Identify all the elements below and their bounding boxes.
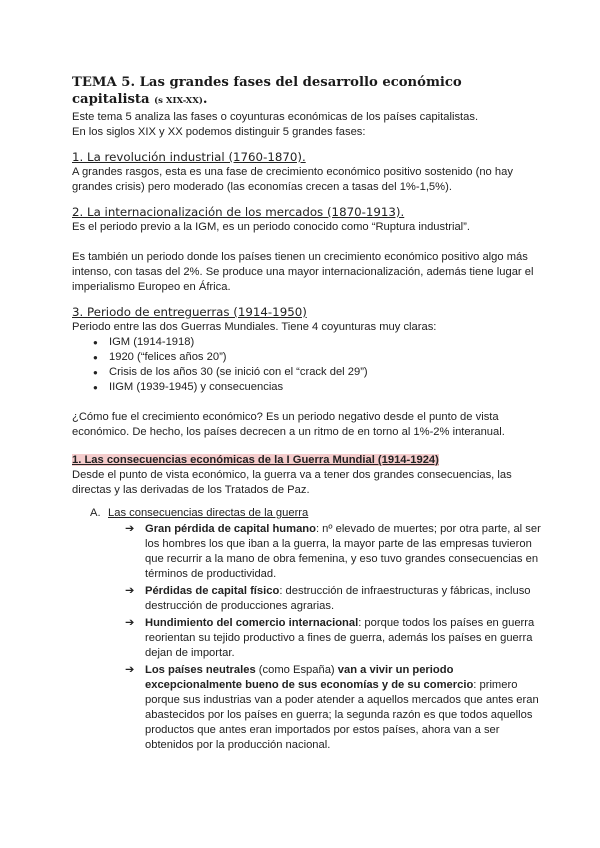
list-item: ● 1920 (“felices años 20”) [95,350,542,365]
subheading-text: Las consecuencias directas de la guerra [108,507,309,519]
highlighted-heading-text: 1. Las consecuencias económicas de la I Guerra Mundial (1914-1924) [72,454,439,466]
section-3-list [72,335,542,395]
point-text: : primero porque sus industrias van a poder atender a aquellos mercados que antes eran abastecidos por los países en guerra; la segunda razón es que todos aquellos productos que antes eran importados por estos países, ahora van a ser obtenidos por la producción nacional. [145,679,539,751]
point-bold: Pérdidas de capital físico [145,585,280,597]
list-item: ● IGM (1914-1918) [95,335,542,350]
list-item: ● IIGM (1939-1945) y consecuencias [95,380,542,395]
point-bold: Gran pérdida de capital humano [145,523,316,535]
point-text: : nº elevado de muertes; por otra parte, al ser los hombres los que iban a la guerra, la mayor parte de las empresas tuvieron que recurrir a la mano de obra femenina, y eso tuvo grandes consecuencias en términos de productividad. [145,523,541,580]
section-2-body-1: Es el periodo previo a la IGM, es un periodo conocido como “Ruptura industrial”. [72,221,470,233]
point-bold: Los países neutrales [145,664,256,676]
section-3-question: ¿Cómo fue el crecimiento económico? Es un periodo negativo desde el punto de vista económico. De hecho, los países decrecen a un ritmo de en torno al 1%-2% interanual. [72,411,505,438]
section-3-body: Periodo entre las dos Guerras Mundiales. Tiene 4 coyunturas muy claras: [72,321,437,333]
document-page [72,74,542,755]
section-2-body-2: Es también un periodo donde los países tienen un crecimiento económico positivo algo más intenso, con tasas del 2%. Se produce una mayor internacionalización, además tiene lugar el imperialismo Europeo en África. [72,251,534,293]
arrow-icon: ➔ [125,523,135,535]
title-main: TEMA 5. Las grandes fases del desarrollo económico capitalista [72,75,462,107]
consequences-list [72,522,542,753]
list-item [125,663,542,753]
section-1-heading: 1. La revolución industrial (1760-1870). [72,150,306,164]
subheading-a [72,506,542,521]
title-end: . [202,92,208,107]
list-item [125,522,542,582]
list-item: ● Crisis de los años 30 (se inició con el “crack del 29”) [95,365,542,380]
point-bold: Hundimiento del comercio internacional [145,617,359,629]
point-text-mid: (como España) [255,664,338,676]
arrow-icon: ➔ [125,664,135,676]
spacer [72,395,542,410]
section-3-heading: 3. Periodo de entreguerras (1914-1950) [72,305,307,319]
section-2-heading: 2. La internacionalización de los mercados (1870-1913). [72,205,405,219]
intro-line-1: Este tema 5 analiza las fases o coyunturas económicas de los países capitalistas. [72,111,479,123]
point-text: : porque todos los países en guerra reorientan su tejido productivo a fines de guerra, además los países en guerra dejan de importar. [145,617,535,659]
intro-line-2: En los siglos XIX y XX podemos distinguir 5 grandes fases: [72,126,366,138]
subheading-letter: A. [90,507,101,519]
title-period: (s XIX-XX) [154,96,203,106]
section-1-body: A grandes rasgos, esta es una fase de crecimiento económico positivo sostenido (no hay grandes crisis) pero moderado (las economías crecen a tasas del 1%-1,5%). [72,166,513,193]
arrow-icon: ➔ [125,585,135,597]
page-title [72,74,542,110]
point-text: : destrucción de infraestructuras y fábricas, incluso destrucción de producciones agrarias. [145,585,531,612]
list-item [125,584,542,614]
point-bold-2: van a vivir un periodo excepcionalmente bueno de sus economías y de su comercio [145,664,474,691]
subsection-heading [72,453,542,468]
list-item [125,616,542,661]
subsection-body: Desde el punto de vista económico, la guerra va a tener dos grandes consecuencias, las directas y las derivadas de los Tratados de Paz. [72,469,512,496]
spacer [72,235,542,250]
arrow-icon: ➔ [125,617,135,629]
